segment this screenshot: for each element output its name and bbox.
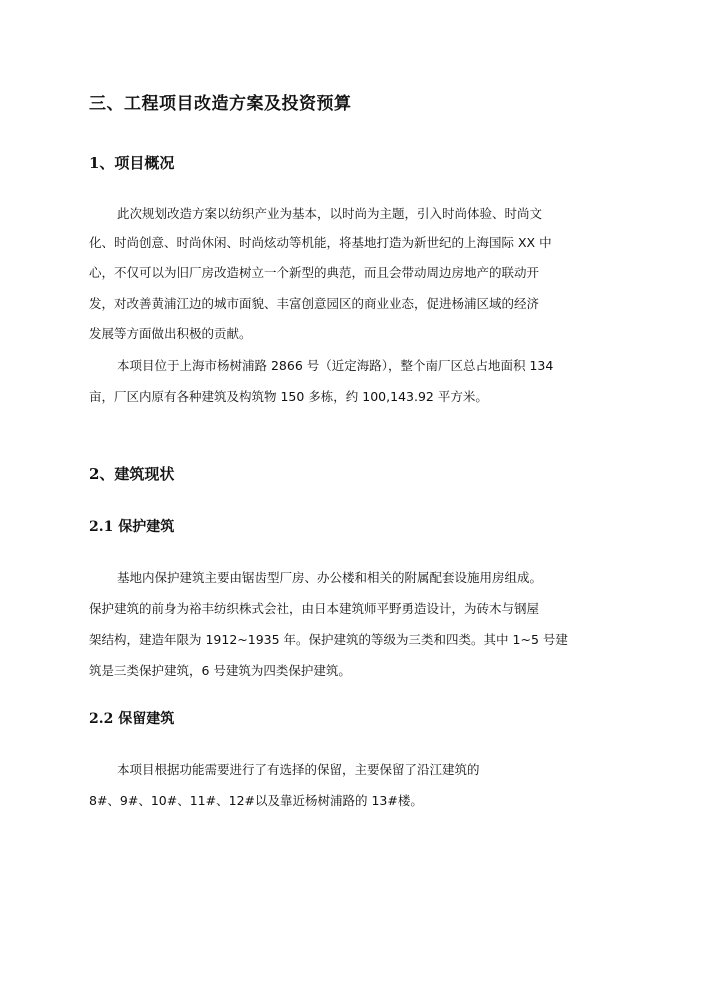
retained-buildings-heading: 2.2 保留建筑 (89, 711, 175, 727)
protected-para-line: 基地内保护建筑主要由锯齿型厂房、办公楼和相关的附属配套设施用房组成。 (117, 570, 543, 585)
overview-para2-line: 本项目位于上海市杨树浦路 2866 号（近定海路），整个南厂区总占地面积 134 (117, 358, 554, 373)
overview-para1-line: 化、时尚创意、时尚休闲、时尚炫动等机能，将基地打造为新世纪的上海国际 XX 中 (89, 235, 552, 250)
retained-para-line: 本项目根据功能需要进行了有选择的保留，主要保留了沿江建筑的 (117, 762, 480, 777)
status-heading: 2、建筑现状 (89, 465, 175, 483)
protected-para-line: 架结构，建造年限为 1912~1935 年。保护建筑的等级为三类和四类。其中 1~5 号建 (89, 632, 568, 647)
overview-para1-line: 发展等方面做出积极的贡献。 (89, 326, 252, 341)
protected-para-line: 筑是三类保护建筑，6 号建筑为四类保护建筑。 (89, 663, 351, 678)
section-title: 三、工程项目改造方案及投资预算 (89, 94, 352, 114)
overview-para1-line: 心，不仅可以为旧厂房改造树立一个新型的典范，而且会带动周边房地产的联动开 (89, 265, 540, 280)
overview-para2-line: 亩，厂区内原有各种建筑及构筑物 150 多栋，约 100,143.92 平方米。 (89, 389, 488, 404)
retained-para-line: 8#、9#、10#、11#、12#以及靠近杨树浦路的 13#楼。 (89, 793, 423, 808)
overview-heading: 1、项目概况 (89, 154, 175, 172)
overview-para1-line: 此次规划改造方案以纺织产业为基本，以时尚为主题，引入时尚体验、时尚文 (117, 206, 543, 221)
protected-para-line: 保护建筑的前身为裕丰纺织株式会社，由日本建筑师平野勇造设计，为砖木与钢屋 (89, 601, 540, 616)
protected-buildings-heading: 2.1 保护建筑 (89, 519, 175, 535)
overview-para1-line: 发，对改善黄浦江边的城市面貌、丰富创意园区的商业业态，促进杨浦区域的经济 (89, 296, 540, 311)
